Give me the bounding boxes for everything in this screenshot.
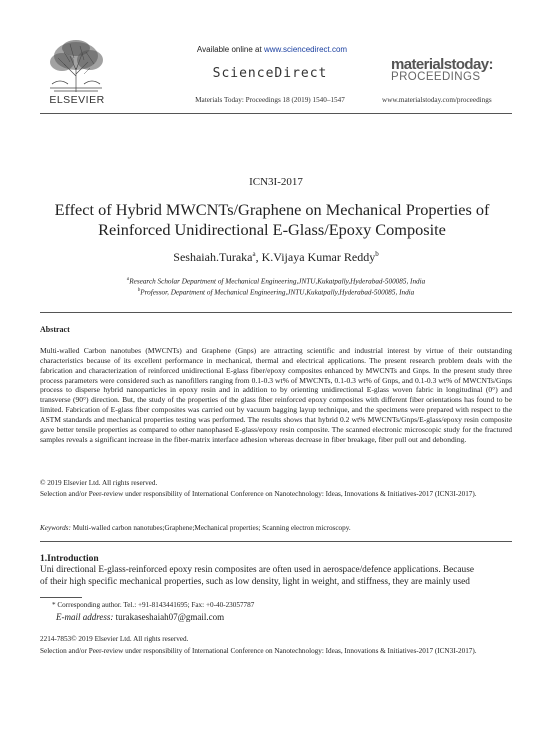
author-1: Seshaiah.Turaka	[173, 250, 253, 264]
abstract-heading: Abstract	[40, 325, 70, 334]
title-line-1: Effect of Hybrid MWCNTs/Graphene on Mechanical Properties of	[54, 200, 490, 219]
abstract-top-rule	[40, 312, 512, 313]
abstract-bottom-rule	[40, 541, 512, 542]
sciencedirect-wordmark: ScienceDirect	[212, 66, 328, 81]
available-online-line	[100, 45, 444, 54]
header-divider	[40, 113, 512, 114]
journal-reference: Materials Today: Proceedings 18 (2019) 1540–1547	[195, 96, 345, 104]
email-line	[56, 612, 224, 622]
abstract-copyright: © 2019 Elsevier Ltd. All rights reserved.	[40, 479, 158, 487]
email-label: E-mail address:	[56, 612, 114, 622]
issn-copyright: 2214-7853© 2019 Elsevier Ltd. All rights reserved.	[40, 635, 189, 643]
affiliation-b-mark: b	[137, 288, 141, 294]
article-title	[20, 200, 524, 240]
introduction-line-1: Uni directional E-glass-reinforced epoxy resin composites are often used in aerospace/defence applications. Because	[40, 565, 474, 575]
keywords	[40, 524, 512, 532]
author-1-affil-mark: a	[252, 250, 256, 258]
affiliation-a-mark: a	[126, 277, 130, 282]
journal-brand-sub: PROCEEDINGS	[391, 71, 481, 83]
affiliation-a	[40, 275, 512, 286]
conference-name: ICN3I-2017	[249, 176, 303, 188]
affiliations	[40, 275, 512, 298]
publisher-logo-text: ELSEVIER	[49, 94, 105, 106]
journal-url[interactable]: www.materialstoday.com/proceedings	[382, 96, 492, 104]
available-online-prefix: Available online at	[196, 45, 264, 54]
affiliation-a-text: Research Scholar Department of Mechanical Engineering,JNTU,Kukatpally,Hyderabad-500085, India	[129, 277, 426, 286]
affiliation-b	[40, 286, 512, 297]
author-2-affil-mark: b	[375, 250, 379, 258]
introduction-line-2: of their high specific mechanical properties, such as low density, light in weight, and stiffness, they are mainly used	[40, 577, 470, 587]
footnote-divider	[40, 597, 82, 598]
keywords-label: Keywords:	[40, 524, 71, 532]
journal-brand-main: materialstoday:	[391, 56, 493, 73]
footer-selection-note: Selection and/or Peer-review under responsibility of International Conference on Nanotechnology: Ideas, Innovations & Initiatives-2017 (ICN3I-2017).	[40, 647, 477, 655]
email-address[interactable]: turakaseshaiah07@gmail.com	[115, 612, 225, 622]
sciencedirect-link[interactable]: www.sciencedirect.com	[263, 45, 348, 54]
affiliation-b-text: Professor, Department of Mechanical Engineering,JNTU,Kukatpally,Hyderabad-500085, India	[140, 288, 415, 297]
introduction-heading: 1.Introduction	[40, 554, 99, 564]
abstract-selection-note: Selection and/or Peer-review under responsibility of International Conference on Nanotechnology: Ideas, Innovations & Initiatives-2017 (ICN3I-2017).	[40, 490, 477, 498]
corresponding-author-note: * Corresponding author. Tel.: +91-8143441695; Fax: +0-40-23057787	[52, 601, 255, 609]
introduction-text	[40, 564, 520, 588]
abstract-body: Multi-walled Carbon nanotubes (MWCNTs) and Graphene (Gnps) are attracting scientific and industrial interest by virtue of their outstanding characteristics because of its excellent performance in mechanical, thermal and electrical applications. The present research problem deals with the fabrication and characterization of reinforced unidirectional E-glass fiber/epoxy composites enhanced by MWCNTs and Gnps. In the present study three process parameters were considered such as nanofillers ranging from 0.1-0.3 wt% of MWCNTs, 0.1-0.3 wt% of Gnps, and 0.1-0.3 wt% of MWCNTs/Gnps process to disperse hybrid nanoparticles in epoxy resin and in addition to by orienting unidirectional E-glass woven fabric in longitudinal (0°) and transverse (90°) direction. But, the study of the properties of the glass fiber reinforced epoxy composites with different fiber orientations has found to be limited. Fabrication of E-glass fiber composites was carried out by vacuum bagging layup technique, and the specimens were prepared with respect to the ASTM standards and mechanical properties testing was performed. The results shows that hybrid 0.2 wt% MWCNTs/Gnps/E-glass/epoxy resin composite gave better tensile properties as compared to other nanophased E-glass/epoxy resin composite. The scanned electronic microscopic study for the fractured samples reveals a significant increase in the fiber-matrix interface adhesion whereas decrease in fiber breakage, fiber pull out and debonding.	[40, 346, 512, 444]
title-line-2: Reinforced Unidirectional E-Glass/Epoxy Composite	[98, 220, 446, 239]
author-2: , K.Vijaya Kumar Reddy	[255, 250, 376, 264]
author-list	[40, 250, 512, 265]
keywords-text: Multi-walled carbon nanotubes;Graphene;Mechanical properties; Scanning electron microscopy.	[72, 524, 351, 532]
